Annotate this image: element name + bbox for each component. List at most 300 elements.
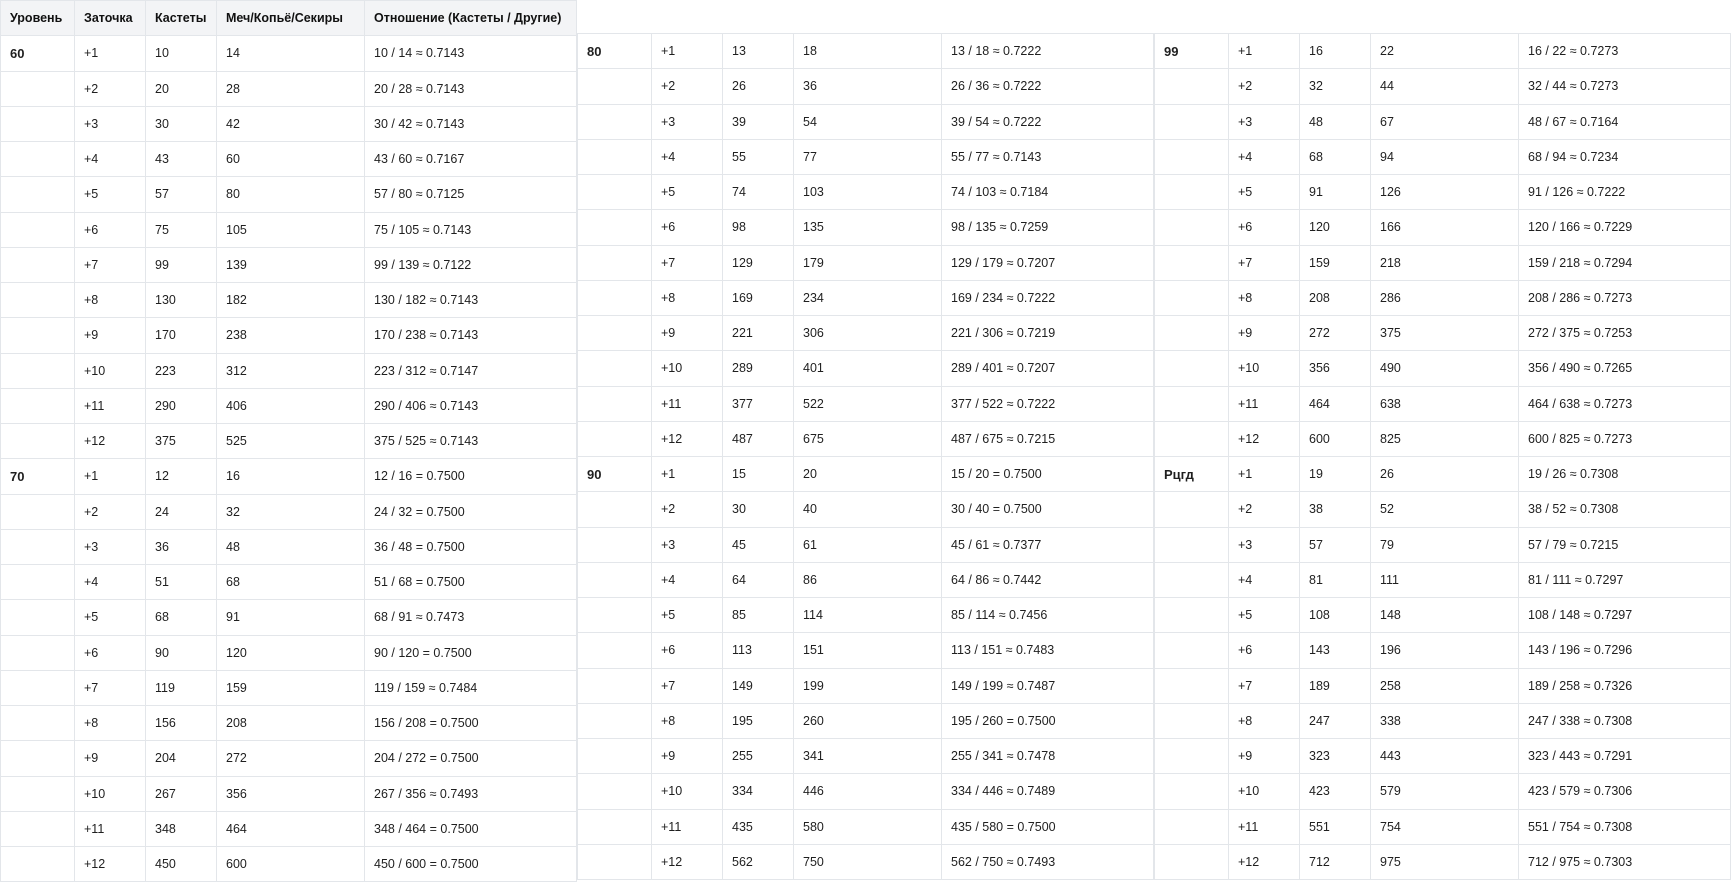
empty-level-cell — [1155, 139, 1229, 174]
other-weapons-cell: 522 — [794, 386, 942, 421]
table-row — [1, 424, 577, 459]
other-weapons-cell: 94 — [1371, 139, 1519, 174]
empty-level-cell — [578, 492, 652, 527]
empty-level-cell — [578, 633, 652, 668]
table-row — [1155, 844, 1731, 879]
enchant-cell: +7 — [1229, 245, 1300, 280]
table-row — [1155, 386, 1731, 421]
empty-level-cell — [1155, 421, 1229, 456]
enchant-cell: +1 — [1229, 34, 1300, 69]
header-level: Уровень — [1, 1, 75, 36]
other-weapons-cell: 338 — [1371, 703, 1519, 738]
ratio-cell: 289 / 401 ≈ 0.7207 — [942, 351, 1154, 386]
other-weapons-cell: 26 — [1371, 457, 1519, 492]
ratio-cell: 272 / 375 ≈ 0.7253 — [1519, 316, 1731, 351]
ratio-cell: 464 / 638 ≈ 0.7273 — [1519, 386, 1731, 421]
other-weapons-cell: 54 — [794, 104, 942, 139]
enchant-cell: +10 — [1229, 351, 1300, 386]
other-weapons-cell: 105 — [217, 212, 365, 247]
ratio-cell: 75 / 105 ≈ 0.7143 — [365, 212, 577, 247]
table-2 — [577, 33, 1154, 880]
other-weapons-cell: 18 — [794, 34, 942, 69]
enchant-cell: +7 — [75, 247, 146, 282]
table-row — [1, 811, 577, 846]
table-3 — [1154, 33, 1731, 880]
enchant-cell: +4 — [75, 142, 146, 177]
enchant-cell: +8 — [75, 283, 146, 318]
table-row — [578, 316, 1154, 351]
table-row — [1, 776, 577, 811]
table-row — [1, 529, 577, 564]
table-row — [1155, 527, 1731, 562]
table-row — [578, 598, 1154, 633]
other-weapons-cell: 312 — [217, 353, 365, 388]
knuckles-cell: 26 — [723, 69, 794, 104]
ratio-cell: 377 / 522 ≈ 0.7222 — [942, 386, 1154, 421]
enchant-cell: +2 — [652, 492, 723, 527]
knuckles-cell: 38 — [1300, 492, 1371, 527]
enchant-cell: +12 — [75, 847, 146, 882]
knuckles-cell: 247 — [1300, 703, 1371, 738]
enchant-cell: +9 — [1229, 739, 1300, 774]
knuckles-cell: 464 — [1300, 386, 1371, 421]
other-weapons-cell: 114 — [794, 598, 942, 633]
empty-level-cell — [1, 247, 75, 282]
table-row — [1, 71, 577, 106]
header-enchant: Заточка — [75, 1, 146, 36]
level-cell: 80 — [578, 34, 652, 69]
other-weapons-cell: 44 — [1371, 69, 1519, 104]
enchant-cell: +12 — [1229, 421, 1300, 456]
ratio-cell: 356 / 490 ≈ 0.7265 — [1519, 351, 1731, 386]
empty-level-cell — [1, 71, 75, 106]
other-weapons-cell: 135 — [794, 210, 942, 245]
enchant-cell: +5 — [652, 598, 723, 633]
empty-level-cell — [1, 670, 75, 705]
ratio-cell: 223 / 312 ≈ 0.7147 — [365, 353, 577, 388]
empty-level-cell — [578, 175, 652, 210]
other-weapons-cell: 86 — [794, 562, 942, 597]
empty-level-cell — [1155, 351, 1229, 386]
knuckles-cell: 562 — [723, 844, 794, 879]
table-row — [1, 36, 577, 71]
knuckles-cell: 45 — [723, 527, 794, 562]
knuckles-cell: 221 — [723, 316, 794, 351]
table-row — [1, 283, 577, 318]
ratio-cell: 57 / 79 ≈ 0.7215 — [1519, 527, 1731, 562]
knuckles-cell: 156 — [146, 706, 217, 741]
knuckles-cell: 170 — [146, 318, 217, 353]
other-weapons-cell: 126 — [1371, 175, 1519, 210]
ratio-cell: 119 / 159 ≈ 0.7484 — [365, 670, 577, 705]
ratio-cell: 159 / 218 ≈ 0.7294 — [1519, 245, 1731, 280]
knuckles-cell: 75 — [146, 212, 217, 247]
other-weapons-cell: 975 — [1371, 844, 1519, 879]
ratio-cell: 208 / 286 ≈ 0.7273 — [1519, 280, 1731, 315]
table-row — [578, 245, 1154, 280]
knuckles-cell: 348 — [146, 811, 217, 846]
knuckles-cell: 36 — [146, 529, 217, 564]
ratio-cell: 30 / 40 = 0.7500 — [942, 492, 1154, 527]
ratio-cell: 85 / 114 ≈ 0.7456 — [942, 598, 1154, 633]
other-weapons-cell: 61 — [794, 527, 942, 562]
table-body — [578, 34, 1154, 880]
table-row — [1, 635, 577, 670]
empty-level-cell — [1, 565, 75, 600]
enchant-cell: +6 — [652, 633, 723, 668]
table-row — [1155, 492, 1731, 527]
enchant-cell: +6 — [75, 635, 146, 670]
knuckles-cell: 30 — [723, 492, 794, 527]
other-weapons-cell: 103 — [794, 175, 942, 210]
ratio-cell: 20 / 28 ≈ 0.7143 — [365, 71, 577, 106]
ratio-cell: 204 / 272 = 0.7500 — [365, 741, 577, 776]
ratio-cell: 15 / 20 = 0.7500 — [942, 457, 1154, 492]
empty-level-cell — [578, 421, 652, 456]
knuckles-cell: 85 — [723, 598, 794, 633]
table-row — [1, 388, 577, 423]
ratio-cell: 149 / 199 ≈ 0.7487 — [942, 668, 1154, 703]
knuckles-cell: 289 — [723, 351, 794, 386]
other-weapons-cell: 754 — [1371, 809, 1519, 844]
empty-level-cell — [1155, 668, 1229, 703]
other-weapons-cell: 67 — [1371, 104, 1519, 139]
knuckles-cell: 290 — [146, 388, 217, 423]
knuckles-cell: 129 — [723, 245, 794, 280]
ratio-cell: 435 / 580 = 0.7500 — [942, 809, 1154, 844]
table-1 — [0, 0, 577, 882]
table-row — [1, 247, 577, 282]
other-weapons-cell: 148 — [1371, 598, 1519, 633]
other-weapons-cell: 68 — [217, 565, 365, 600]
knuckles-cell: 99 — [146, 247, 217, 282]
level-cell: 90 — [578, 457, 652, 492]
knuckles-cell: 375 — [146, 424, 217, 459]
ratio-cell: 113 / 151 ≈ 0.7483 — [942, 633, 1154, 668]
enchant-cell: +10 — [75, 776, 146, 811]
table-row — [1155, 175, 1731, 210]
empty-level-cell — [1, 212, 75, 247]
enchant-cell: +5 — [652, 175, 723, 210]
table-row — [578, 739, 1154, 774]
empty-level-cell — [1, 318, 75, 353]
ratio-cell: 68 / 94 ≈ 0.7234 — [1519, 139, 1731, 174]
enchant-cell: +6 — [75, 212, 146, 247]
other-weapons-cell: 218 — [1371, 245, 1519, 280]
table-row — [1, 706, 577, 741]
table-row — [1155, 421, 1731, 456]
table-row — [578, 844, 1154, 879]
knuckles-cell: 57 — [1300, 527, 1371, 562]
ratio-cell: 450 / 600 = 0.7500 — [365, 847, 577, 882]
enchant-cell: +9 — [1229, 316, 1300, 351]
empty-level-cell — [1155, 703, 1229, 738]
table-row — [578, 809, 1154, 844]
empty-level-cell — [578, 280, 652, 315]
empty-level-cell — [578, 104, 652, 139]
ratio-cell: 45 / 61 ≈ 0.7377 — [942, 527, 1154, 562]
ratio-cell: 55 / 77 ≈ 0.7143 — [942, 139, 1154, 174]
other-weapons-cell: 36 — [794, 69, 942, 104]
enchant-cell: +9 — [652, 739, 723, 774]
header-knuckles: Кастеты — [146, 1, 217, 36]
knuckles-cell: 120 — [1300, 210, 1371, 245]
ratio-cell: 487 / 675 ≈ 0.7215 — [942, 421, 1154, 456]
table-row — [1155, 562, 1731, 597]
other-weapons-cell: 286 — [1371, 280, 1519, 315]
enchant-cell: +12 — [652, 421, 723, 456]
knuckles-cell: 74 — [723, 175, 794, 210]
enchant-cell: +10 — [75, 353, 146, 388]
ratio-cell: 91 / 126 ≈ 0.7222 — [1519, 175, 1731, 210]
empty-level-cell — [578, 739, 652, 774]
enchant-cell: +6 — [1229, 210, 1300, 245]
knuckles-cell: 81 — [1300, 562, 1371, 597]
table-row — [1155, 351, 1731, 386]
empty-level-cell — [578, 245, 652, 280]
ratio-cell: 12 / 16 = 0.7500 — [365, 459, 577, 494]
enchant-cell: +10 — [652, 774, 723, 809]
knuckles-cell: 15 — [723, 457, 794, 492]
knuckles-cell: 98 — [723, 210, 794, 245]
empty-level-cell — [1, 811, 75, 846]
enchant-cell: +7 — [1229, 668, 1300, 703]
table-row — [1155, 69, 1731, 104]
knuckles-cell: 600 — [1300, 421, 1371, 456]
empty-level-cell — [1155, 809, 1229, 844]
ratio-cell: 195 / 260 = 0.7500 — [942, 703, 1154, 738]
other-weapons-cell: 48 — [217, 529, 365, 564]
ratio-cell: 24 / 32 = 0.7500 — [365, 494, 577, 529]
other-weapons-cell: 825 — [1371, 421, 1519, 456]
table-row — [1155, 245, 1731, 280]
empty-level-cell — [578, 668, 652, 703]
knuckles-cell: 169 — [723, 280, 794, 315]
enchant-cell: +2 — [75, 494, 146, 529]
knuckles-cell: 712 — [1300, 844, 1371, 879]
table-row — [578, 668, 1154, 703]
knuckles-cell: 195 — [723, 703, 794, 738]
ratio-cell: 170 / 238 ≈ 0.7143 — [365, 318, 577, 353]
enchant-cell: +11 — [1229, 809, 1300, 844]
enchant-cell: +7 — [652, 668, 723, 703]
table-body — [1155, 34, 1731, 880]
enchant-cell: +12 — [1229, 844, 1300, 879]
ratio-cell: 169 / 234 ≈ 0.7222 — [942, 280, 1154, 315]
table-row — [578, 210, 1154, 245]
other-weapons-cell: 234 — [794, 280, 942, 315]
other-weapons-cell: 111 — [1371, 562, 1519, 597]
knuckles-cell: 68 — [146, 600, 217, 635]
enchant-cell: +6 — [1229, 633, 1300, 668]
ratio-cell: 19 / 26 ≈ 0.7308 — [1519, 457, 1731, 492]
knuckles-cell: 159 — [1300, 245, 1371, 280]
knuckles-cell: 267 — [146, 776, 217, 811]
ratio-cell: 32 / 44 ≈ 0.7273 — [1519, 69, 1731, 104]
empty-level-cell — [1, 529, 75, 564]
table-row — [1155, 457, 1731, 492]
enchant-cell: +9 — [75, 741, 146, 776]
header-ratio: Отношение (Кастеты / Другие) — [365, 1, 577, 36]
knuckles-cell: 64 — [723, 562, 794, 597]
other-weapons-cell: 490 — [1371, 351, 1519, 386]
empty-level-cell — [1155, 386, 1229, 421]
other-weapons-cell: 28 — [217, 71, 365, 106]
other-weapons-cell: 446 — [794, 774, 942, 809]
other-weapons-cell: 79 — [1371, 527, 1519, 562]
ratio-cell: 16 / 22 ≈ 0.7273 — [1519, 34, 1731, 69]
table-row — [1, 353, 577, 388]
enchant-cell: +3 — [652, 104, 723, 139]
knuckles-cell: 423 — [1300, 774, 1371, 809]
empty-level-cell — [1155, 280, 1229, 315]
empty-level-cell — [1, 283, 75, 318]
other-weapons-cell: 91 — [217, 600, 365, 635]
enchant-cell: +5 — [1229, 175, 1300, 210]
empty-level-cell — [1, 106, 75, 141]
ratio-cell: 98 / 135 ≈ 0.7259 — [942, 210, 1154, 245]
enchant-cell: +1 — [75, 459, 146, 494]
other-weapons-cell: 42 — [217, 106, 365, 141]
table-row — [1155, 598, 1731, 633]
knuckles-cell: 113 — [723, 633, 794, 668]
empty-level-cell — [578, 809, 652, 844]
other-weapons-cell: 151 — [794, 633, 942, 668]
empty-level-cell — [1155, 527, 1229, 562]
knuckles-cell: 108 — [1300, 598, 1371, 633]
other-weapons-cell: 356 — [217, 776, 365, 811]
knuckles-cell: 119 — [146, 670, 217, 705]
empty-level-cell — [1, 741, 75, 776]
table-row — [578, 351, 1154, 386]
knuckles-cell: 487 — [723, 421, 794, 456]
enchant-cell: +1 — [1229, 457, 1300, 492]
other-weapons-cell: 238 — [217, 318, 365, 353]
level-cell: 99 — [1155, 34, 1229, 69]
ratio-cell: 48 / 67 ≈ 0.7164 — [1519, 104, 1731, 139]
other-weapons-cell: 579 — [1371, 774, 1519, 809]
knuckles-cell: 32 — [1300, 69, 1371, 104]
empty-level-cell — [578, 844, 652, 879]
empty-level-cell — [578, 139, 652, 174]
enchant-cell: +11 — [1229, 386, 1300, 421]
enchant-cell: +4 — [1229, 562, 1300, 597]
other-weapons-cell: 600 — [217, 847, 365, 882]
knuckles-cell: 10 — [146, 36, 217, 71]
ratio-cell: 43 / 60 ≈ 0.7167 — [365, 142, 577, 177]
empty-level-cell — [578, 386, 652, 421]
enchant-cell: +1 — [652, 34, 723, 69]
other-weapons-cell: 341 — [794, 739, 942, 774]
empty-level-cell — [1155, 316, 1229, 351]
other-weapons-cell: 77 — [794, 139, 942, 174]
empty-level-cell — [1155, 492, 1229, 527]
empty-level-cell — [1155, 210, 1229, 245]
enchant-cell: +3 — [75, 106, 146, 141]
table-row — [1155, 633, 1731, 668]
table-row — [1155, 316, 1731, 351]
knuckles-cell: 323 — [1300, 739, 1371, 774]
knuckles-cell: 16 — [1300, 34, 1371, 69]
table-row — [578, 175, 1154, 210]
table-row — [578, 492, 1154, 527]
empty-level-cell — [1, 424, 75, 459]
knuckles-cell: 377 — [723, 386, 794, 421]
enchant-cell: +3 — [75, 529, 146, 564]
other-weapons-cell: 20 — [794, 457, 942, 492]
table-row — [1, 600, 577, 635]
enchant-cell: +8 — [1229, 703, 1300, 738]
other-weapons-cell: 401 — [794, 351, 942, 386]
knuckles-cell: 255 — [723, 739, 794, 774]
enchant-cell: +4 — [652, 562, 723, 597]
empty-level-cell — [1, 635, 75, 670]
empty-level-cell — [578, 316, 652, 351]
knuckles-cell: 189 — [1300, 668, 1371, 703]
knuckles-cell: 435 — [723, 809, 794, 844]
knuckles-cell: 143 — [1300, 633, 1371, 668]
ratio-cell: 712 / 975 ≈ 0.7303 — [1519, 844, 1731, 879]
other-weapons-cell: 139 — [217, 247, 365, 282]
ratio-cell: 221 / 306 ≈ 0.7219 — [942, 316, 1154, 351]
ratio-cell: 30 / 42 ≈ 0.7143 — [365, 106, 577, 141]
other-weapons-cell: 166 — [1371, 210, 1519, 245]
knuckles-cell: 12 — [146, 459, 217, 494]
empty-level-cell — [1, 600, 75, 635]
empty-level-cell — [1, 353, 75, 388]
knuckles-cell: 55 — [723, 139, 794, 174]
enchant-cell: +12 — [652, 844, 723, 879]
enchant-cell: +4 — [75, 565, 146, 600]
ratio-cell: 348 / 464 = 0.7500 — [365, 811, 577, 846]
other-weapons-cell: 22 — [1371, 34, 1519, 69]
other-weapons-cell: 750 — [794, 844, 942, 879]
ratio-cell: 600 / 825 ≈ 0.7273 — [1519, 421, 1731, 456]
enchant-cell: +8 — [652, 703, 723, 738]
other-weapons-cell: 260 — [794, 703, 942, 738]
enchant-cell: +11 — [75, 388, 146, 423]
table-row — [578, 457, 1154, 492]
ratio-cell: 156 / 208 = 0.7500 — [365, 706, 577, 741]
knuckles-cell: 204 — [146, 741, 217, 776]
other-weapons-cell: 638 — [1371, 386, 1519, 421]
other-weapons-cell: 375 — [1371, 316, 1519, 351]
knuckles-cell: 39 — [723, 104, 794, 139]
ratio-cell: 267 / 356 ≈ 0.7493 — [365, 776, 577, 811]
ratio-cell: 81 / 111 ≈ 0.7297 — [1519, 562, 1731, 597]
empty-level-cell — [578, 527, 652, 562]
table-row — [1155, 104, 1731, 139]
table-row — [1, 670, 577, 705]
table-row — [578, 633, 1154, 668]
other-weapons-cell: 675 — [794, 421, 942, 456]
table-row — [578, 774, 1154, 809]
enchant-cell: +8 — [1229, 280, 1300, 315]
other-weapons-cell: 179 — [794, 245, 942, 280]
ratio-cell: 26 / 36 ≈ 0.7222 — [942, 69, 1154, 104]
table-row — [578, 421, 1154, 456]
table-row — [1155, 280, 1731, 315]
ratio-cell: 323 / 443 ≈ 0.7291 — [1519, 739, 1731, 774]
ratio-cell: 36 / 48 = 0.7500 — [365, 529, 577, 564]
knuckles-cell: 208 — [1300, 280, 1371, 315]
empty-level-cell — [1, 776, 75, 811]
empty-level-cell — [1, 142, 75, 177]
ratio-cell: 38 / 52 ≈ 0.7308 — [1519, 492, 1731, 527]
knuckles-cell: 68 — [1300, 139, 1371, 174]
ratio-cell: 189 / 258 ≈ 0.7326 — [1519, 668, 1731, 703]
table-row — [1, 318, 577, 353]
